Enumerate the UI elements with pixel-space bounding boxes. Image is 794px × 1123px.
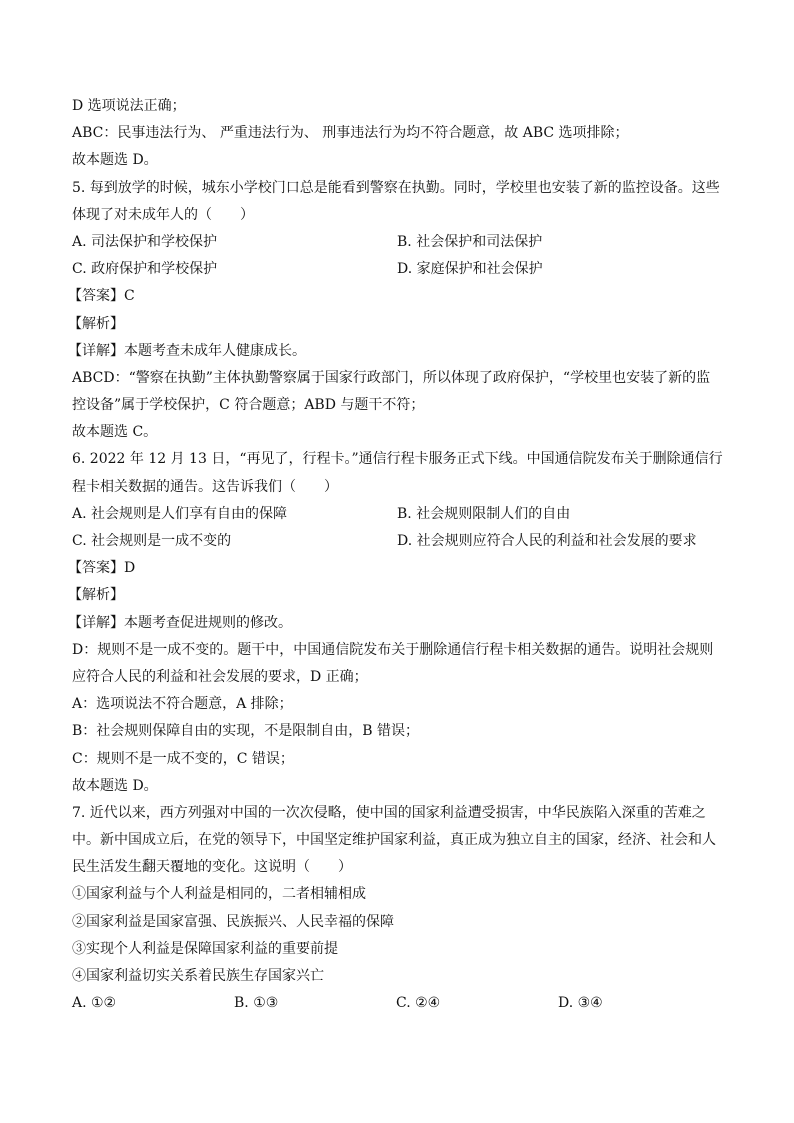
q7-stem: 中。新中国成立后，在党的领导下，中国坚定维护国家利益，真正成为独立自主的国家，经济、社会和人	[72, 832, 716, 849]
prev-explain-line: ABC：民事违法行为、 严重违法行为、 刑事违法行为均不符合题意，故 ABC 选项排除；	[72, 125, 629, 142]
q6-stem: 6. 2022 年 12 月 13 日，“再见了，行程卡。”通信行程卡服务正式下线。中国通信院发布关于删除通信行	[72, 451, 723, 468]
q6-option-d: D. 社会规则应符合人民的利益和社会发展的要求	[397, 533, 697, 549]
q6-options-row	[72, 501, 724, 528]
q5-explanation: ABCD：“警察在执勤”主体执勤警察属于国家行政部门，所以体现了政府保护，“学校里也安装了新的监	[72, 369, 711, 386]
q5-option-c: C. 政府保护和学校保护	[72, 261, 218, 278]
q7-statement-2: ②国家利益是国家富强、民族振兴、人民幸福的保障	[72, 913, 394, 930]
q5-answer: 【答案】C	[68, 288, 135, 305]
q7-statement-1: ①国家利益与个人利益是相同的，二者相辅相成	[72, 886, 366, 903]
q5-analysis-heading: 【解析】	[68, 315, 124, 332]
q6-detail: 【详解】本题考查促进规则的修改。	[68, 614, 292, 631]
q6-stem: 程卡相关数据的通告。这告诉我们（ ）	[72, 478, 338, 495]
q7-option-b: B. ①③	[234, 995, 279, 1012]
q5-conclusion: 故本题选 C。	[72, 424, 158, 441]
q5-options-row	[72, 256, 724, 283]
q5-detail: 【详解】本题考查未成年人健康成长。	[68, 342, 306, 359]
q6-option-a: A. 社会规则是人们享有自由的保障	[72, 505, 288, 522]
q6-explanation: A：选项说法不符合题意，A 排除；	[72, 696, 293, 713]
q7-option-a: A. ①②	[72, 995, 117, 1012]
q5-options-row	[72, 229, 724, 256]
q5-explanation: 控设备”属于学校保护，C 符合题意；ABD 与题干不符；	[72, 397, 425, 414]
q5-option-d: D. 家庭保护和社会保护	[397, 261, 543, 278]
q6-conclusion: 故本题选 D。	[72, 777, 158, 794]
q6-explanation: 应符合人民的利益和社会发展的要求，D 正确；	[72, 668, 368, 685]
q7-statement-4: ④国家利益切实关系着民族生存国家兴亡	[72, 968, 324, 984]
q6-explanation: D：规则不是一成不变的。题干中，中国通信院发布关于删除通信行程卡相关数据的通告。说明社会规则	[72, 641, 714, 658]
q6-explanation: B：社会规则保障自由的实现，不是限制自由，B 错误；	[72, 723, 420, 740]
q7-option-c: C. ②④	[396, 995, 441, 1012]
q6-analysis-heading: 【解析】	[68, 587, 124, 604]
q6-explanation: C：规则不是一成不变的，C 错误；	[72, 750, 294, 767]
q6-option-c: C. 社会规则是一成不变的	[72, 533, 232, 549]
page-content	[68, 93, 724, 1017]
q6-options-row	[72, 528, 724, 555]
q6-option-b: B. 社会规则限制人们的自由	[397, 505, 571, 522]
q5-option-a: A. 司法保护和学校保护	[72, 233, 218, 250]
q6-answer: 【答案】D	[68, 560, 136, 577]
q7-option-d: D. ③④	[558, 995, 603, 1012]
q5-stem: 5. 每到放学的时候，城东小学校门口总是能看到警察在执勤。同时，学校里也安装了新的监控设备。这些	[72, 179, 720, 196]
q7-options-row	[72, 990, 724, 1017]
q7-stem: 民生活发生翻天覆地的变化。这说明（ ）	[72, 859, 352, 876]
q5-option-b: B. 社会保护和司法保护	[397, 233, 543, 250]
prev-explain-line: D 选项说法正确；	[72, 98, 186, 114]
q7-statement-3: ③实现个人利益是保障国家利益的重要前提	[72, 940, 338, 957]
q7-stem: 7. 近代以来，西方列强对中国的一次次侵略，使中国的国家利益遭受损害，中华民族陷入深重的苦难之	[72, 804, 706, 821]
prev-conclusion: 故本题选 D。	[72, 152, 158, 169]
q5-stem: 体现了对未成年人的（ ）	[72, 206, 254, 223]
